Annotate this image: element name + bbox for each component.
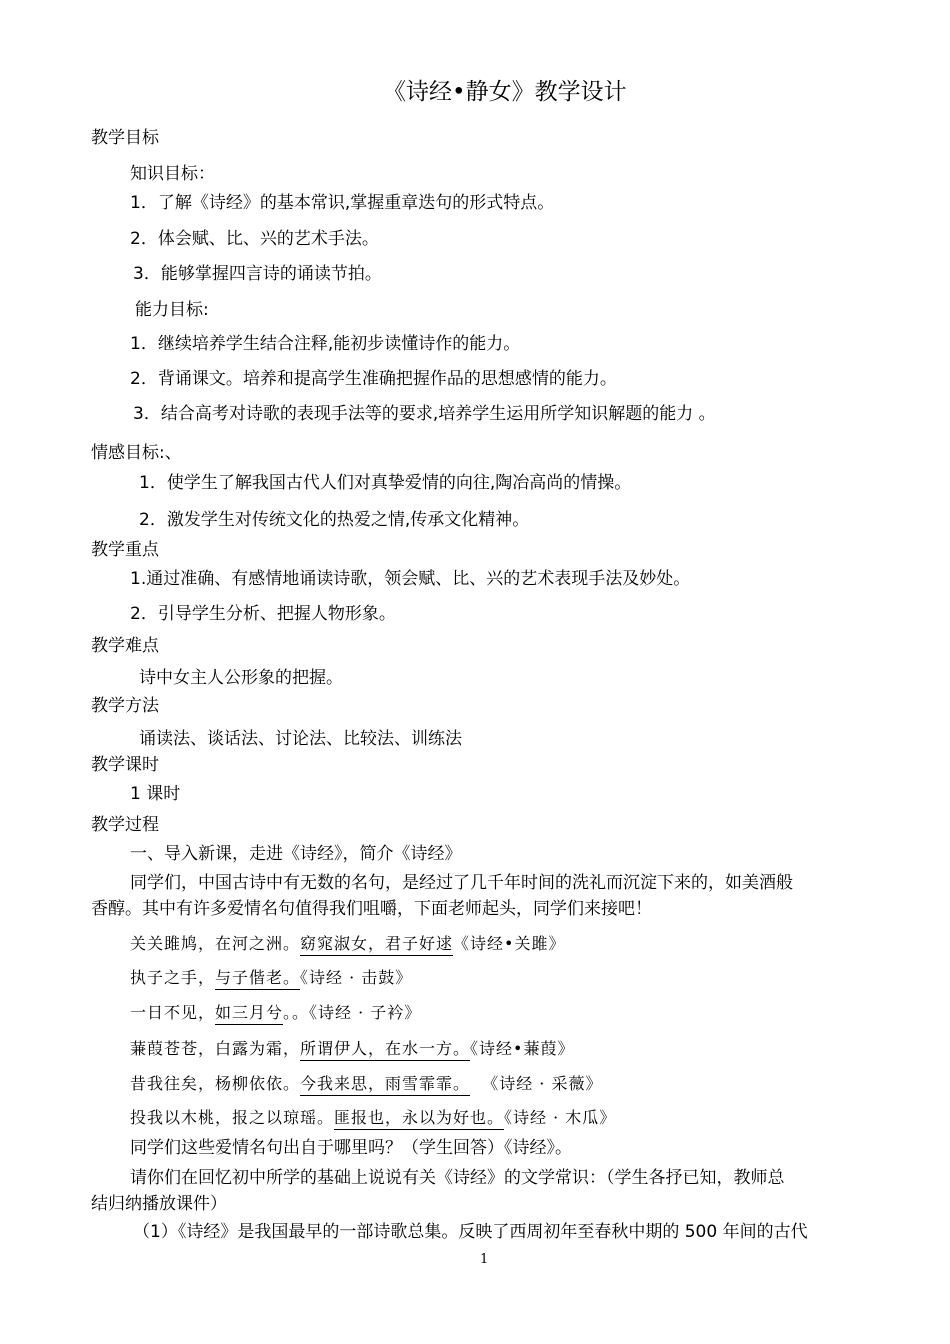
poem-lead: 关关雎鸠，在河之洲。 (130, 934, 301, 953)
emotion-heading: 情感目标:、 (91, 443, 182, 463)
key-point-item: 2．引导学生分析、把握人物形象。 (130, 604, 396, 624)
knowledge-item: 2．体会赋、比、兴的艺术手法。 (130, 229, 379, 249)
methods-text: 诵读法、谈话法、讨论法、比较法、训练法 (139, 729, 462, 749)
question-line: 同学们这些爱情名句出自于哪里吗？（学生回答）《诗经》。 (130, 1138, 572, 1158)
poem-lead: 执子之手， (130, 968, 216, 987)
ability-heading: 能力目标: (135, 300, 209, 320)
poem-lead: 蒹葭苍苍，白露为霜， (130, 1039, 301, 1058)
poem-answer: 如三月兮 (215, 1003, 283, 1025)
poem-line (130, 932, 565, 956)
key-points-heading: 教学重点 (91, 540, 159, 560)
poem-source: 《诗经 · 采薇》 (470, 1074, 603, 1093)
knowledge-item: 1．了解《诗经》的基本常识,掌握重章迭句的形式特点。 (130, 193, 555, 213)
page-number: 1 (480, 1252, 489, 1267)
intro-paragraph-line: 香醇。其中有许多爱情名句值得我们咀嚼，下面老师起头，同学们来接吧！ (91, 899, 652, 919)
emotion-item: 2．激发学生对传统文化的热爱之情,传承文化精神。 (139, 510, 530, 530)
recall-paragraph-line: 结归纳播放课件） (91, 1194, 227, 1214)
poem-source: 《诗经 · 击鼓》 (300, 968, 413, 987)
knowledge-item: 3．能够掌握四言诗的诵读节拍。 (133, 264, 382, 284)
poem-answer: 窈窕淑女，君子好逑 (300, 934, 453, 956)
emotion-item: 1．使学生了解我国古代人们对真挚爱情的向往,陶冶高尚的情操。 (139, 473, 632, 493)
knowledge-heading: 知识目标： (130, 164, 215, 184)
poem-line (130, 1072, 602, 1096)
poem-line (130, 966, 412, 990)
poem-answer: 所谓伊人，在水一方。 (300, 1039, 470, 1061)
hours-text: 1 课时 (130, 784, 181, 804)
recall-paragraph-line: 请你们在回忆初中所学的基础上说说有关《诗经》的文学常识：（学生各抒已知，教师总 (130, 1168, 785, 1188)
poem-source: 《诗经•蒹葭》 (470, 1039, 575, 1058)
process-step-1: 一、导入新课，走进《诗经》，简介《诗经》 (130, 844, 462, 864)
document-title: 《诗经•静女》教学设计 (383, 79, 627, 105)
key-point-item: 1.通过准确、有感情地诵读诗歌，领会赋、比、兴的艺术表现手法及妙处。 (130, 569, 691, 589)
poem-source: 《诗经•关雎》 (453, 934, 566, 953)
difficulty-heading: 教学难点 (91, 636, 159, 656)
methods-heading: 教学方法 (91, 696, 159, 716)
poem-line (130, 1106, 616, 1130)
fact-line: （1）《诗经》是我国最早的一部诗歌总集。反映了西周初年至春秋中期的 500 年间的古代 (133, 1222, 808, 1242)
difficulty-text: 诗中女主人公形象的把握。 (139, 668, 343, 688)
poem-answer: 匪报也，永以为好也。 (334, 1108, 504, 1130)
ability-item: 3．结合高考对诗歌的表现手法等的要求,培养学生运用所学知识解题的能力 。 (133, 404, 716, 424)
ability-item: 2．背诵课文。培养和提高学生准确把握作品的思想感情的能力。 (130, 369, 617, 389)
hours-heading: 教学课时 (91, 755, 159, 775)
poem-answer: 今我来思，雨雪霏霏。 (300, 1074, 470, 1096)
poem-source: 。。《诗经 · 子衿》 (283, 1003, 422, 1022)
ability-item: 1．继续培养学生结合注释,能初步读懂诗作的能力。 (130, 334, 521, 354)
poem-lead: 一日不见， (130, 1003, 216, 1022)
poem-source: 《诗经 · 木瓜》 (504, 1108, 617, 1127)
poem-lead: 投我以木桃，报之以琼瑶。 (130, 1108, 335, 1127)
poem-line (130, 1037, 574, 1061)
poem-line (130, 1001, 421, 1025)
process-heading: 教学过程 (91, 815, 159, 835)
poem-lead: 昔我往矣，杨柳依依。 (130, 1074, 301, 1093)
poem-answer: 与子偕老。 (215, 968, 300, 990)
intro-paragraph-line: 同学们，中国古诗中有无数的名句，是经过了几千年时间的洗礼而沉淀下来的，如美酒般 (130, 873, 793, 893)
objectives-heading: 教学目标 (91, 128, 159, 148)
